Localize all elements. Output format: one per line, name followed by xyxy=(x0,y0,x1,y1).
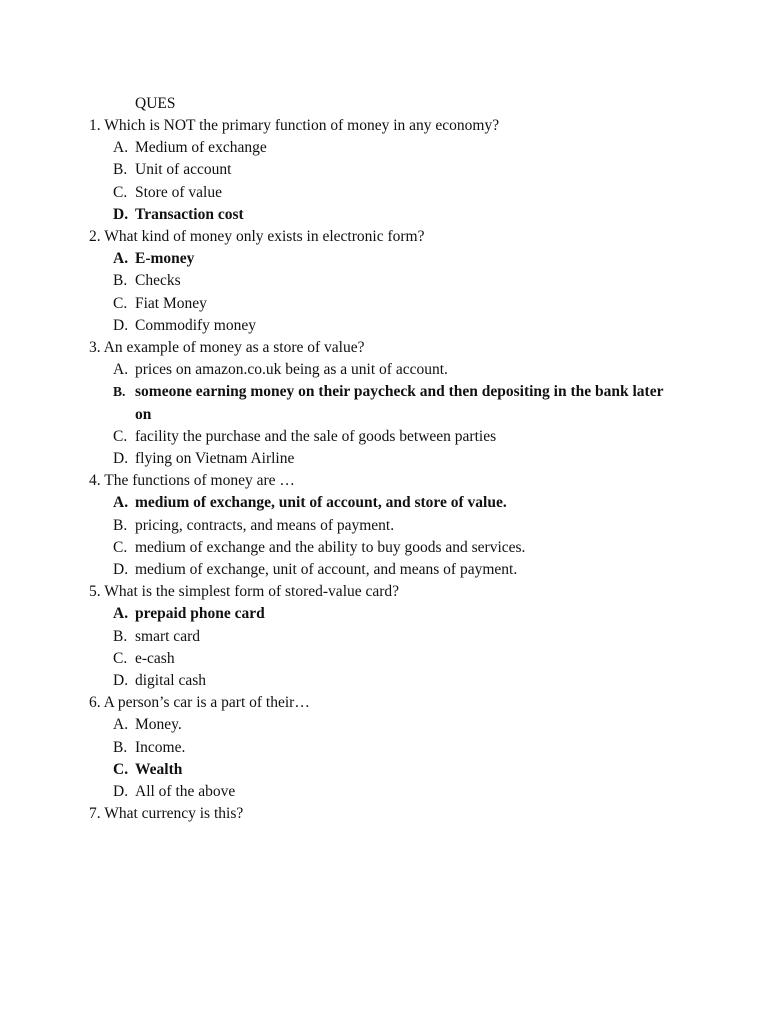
answer-option xyxy=(89,359,665,381)
answer-option-correct xyxy=(89,759,665,781)
answer-option xyxy=(89,648,665,670)
option-text: Commodify money xyxy=(135,316,256,334)
option-letter: A. xyxy=(113,250,129,268)
option-text: Checks xyxy=(135,272,181,290)
option-text: prepaid phone card xyxy=(135,605,265,623)
answer-option xyxy=(89,137,665,159)
option-text: smart card xyxy=(135,627,200,645)
option-text: pricing, contracts, and means of payment. xyxy=(135,516,395,534)
question-item xyxy=(89,692,689,803)
answer-option-correct xyxy=(89,248,665,270)
option-letter: C. xyxy=(113,427,128,445)
answer-option xyxy=(89,781,665,803)
option-letter: C. xyxy=(113,538,128,556)
question-text: 1. Which is NOT the primary function of money in any economy? xyxy=(89,117,500,134)
question-text: 6. A person’s car is a part of their… xyxy=(89,694,310,712)
question-text: 3. An example of money as a store of value? xyxy=(89,339,365,357)
option-text: Income. xyxy=(135,738,186,756)
option-letter: D. xyxy=(113,450,129,468)
answer-option xyxy=(89,159,665,181)
option-text: Wealth xyxy=(135,760,183,778)
option-letter: B. xyxy=(113,738,128,756)
option-text: Fiat Money xyxy=(135,294,207,312)
answer-option xyxy=(89,626,665,648)
option-text: someone earning money on their paycheck and then depositing in the bank later on xyxy=(135,383,664,423)
answer-option xyxy=(89,448,665,470)
question-text: 7. What currency is this? xyxy=(89,805,244,823)
option-letter: D. xyxy=(113,561,129,579)
answer-option xyxy=(89,426,665,448)
question-text: 2. What kind of money only exists in electronic form? xyxy=(89,228,425,246)
option-text: Unit of account xyxy=(135,161,232,179)
option-text: facility the purchase and the sale of goods between parties xyxy=(135,427,497,445)
option-text: Medium of exchange xyxy=(135,139,267,157)
option-letter: B. xyxy=(113,161,128,179)
option-letter: A. xyxy=(113,361,129,379)
option-letter: B. xyxy=(113,516,128,534)
question-item xyxy=(89,470,689,581)
option-letter: D. xyxy=(113,783,129,801)
option-letter: D. xyxy=(113,316,129,334)
option-letter: B. xyxy=(113,627,128,645)
question-item xyxy=(89,337,689,470)
option-text: medium of exchange and the ability to buy goods and services. xyxy=(135,538,526,556)
answer-option-correct xyxy=(89,603,665,625)
question-list xyxy=(89,115,689,826)
answer-option-correct xyxy=(89,492,665,514)
answer-option xyxy=(89,537,665,559)
option-text: prices on amazon.co.uk being as a unit of account. xyxy=(135,361,448,379)
option-text: digital cash xyxy=(135,672,207,690)
option-letter: D. xyxy=(113,205,129,223)
option-text: Transaction cost xyxy=(135,205,244,223)
answer-option-correct xyxy=(89,381,665,425)
question-item xyxy=(89,115,689,226)
option-text: medium of exchange, unit of account, and means of payment. xyxy=(135,561,518,579)
option-letter: D. xyxy=(113,672,129,690)
option-text: E-money xyxy=(135,250,195,268)
option-letter: B. xyxy=(113,384,126,400)
answer-option xyxy=(89,315,665,337)
option-letter: C. xyxy=(113,649,128,667)
question-item xyxy=(89,803,689,825)
question-text: 4. The functions of money are … xyxy=(89,472,295,490)
answer-option xyxy=(89,714,665,736)
answer-option xyxy=(89,515,665,537)
option-text: flying on Vietnam Airline xyxy=(135,450,295,468)
answer-option xyxy=(89,737,665,759)
question-text: 5. What is the simplest form of stored-value card? xyxy=(89,583,400,601)
option-letter: A. xyxy=(113,716,129,734)
answer-option-correct xyxy=(89,204,665,226)
answer-option xyxy=(89,670,665,692)
answer-option xyxy=(89,182,665,204)
option-text: e-cash xyxy=(135,649,175,667)
option-letter: C. xyxy=(113,294,128,312)
option-text: medium of exchange, unit of account, and store of value. xyxy=(135,494,507,512)
option-text: Money. xyxy=(135,716,182,734)
answer-option xyxy=(89,293,665,315)
document-heading: QUES xyxy=(135,95,176,112)
option-letter: A. xyxy=(113,605,129,623)
option-letter: B. xyxy=(113,272,128,290)
answer-option xyxy=(89,270,665,292)
option-letter: C. xyxy=(113,760,129,778)
option-letter: A. xyxy=(113,139,129,157)
answer-option xyxy=(89,559,665,581)
question-item xyxy=(89,226,689,337)
option-letter: C. xyxy=(113,183,128,201)
question-item xyxy=(89,581,689,692)
option-text: All of the above xyxy=(135,783,236,801)
option-text: Store of value xyxy=(135,183,222,201)
option-letter: A. xyxy=(113,494,129,512)
